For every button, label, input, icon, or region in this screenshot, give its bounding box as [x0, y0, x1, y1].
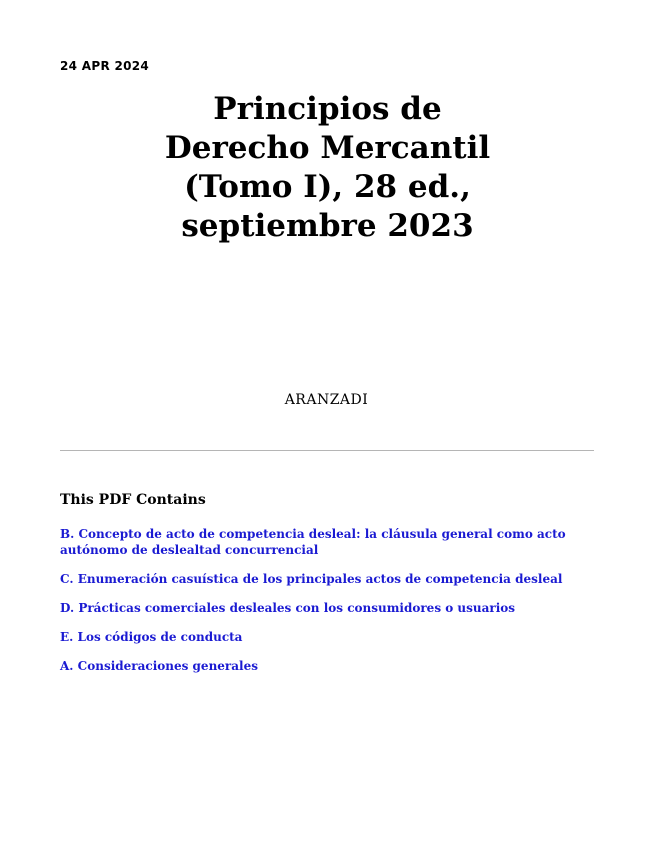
contents-list [60, 526, 580, 687]
contents-list-item [60, 526, 580, 558]
contents-link-b[interactable]: B. Concepto de acto de competencia desleal: la cláusula general como acto autónomo de deslealtad concurrencial [60, 527, 566, 557]
section-divider [60, 450, 594, 451]
contents-list-item [60, 658, 580, 674]
contents-list-item [60, 571, 580, 587]
document-date: 24 APR 2024 [60, 59, 150, 73]
contents-heading: This PDF Contains [60, 492, 206, 508]
contents-list-item [60, 600, 580, 616]
publisher-name: ARANZADI [284, 392, 369, 408]
contents-link-c[interactable]: C. Enumeración casuística de los principales actos de competencia desleal [60, 572, 563, 586]
contents-link-e[interactable]: E. Los códigos de conducta [60, 630, 243, 644]
contents-link-a[interactable]: A. Consideraciones generales [60, 659, 258, 673]
document-title: Principios de Derecho Mercantil (Tomo I), 28 ed., septiembre 2023 [164, 91, 491, 244]
contents-list-item [60, 629, 580, 645]
contents-link-d[interactable]: D. Prácticas comerciales desleales con los consumidores o usuarios [60, 601, 516, 615]
